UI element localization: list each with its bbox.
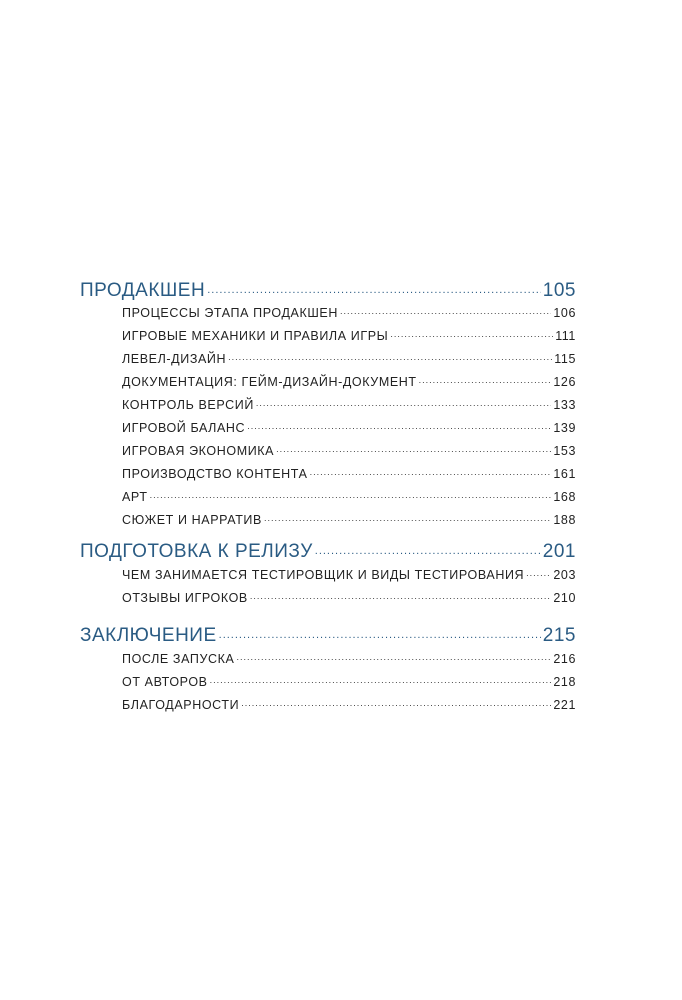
toc-item[interactable] bbox=[122, 566, 576, 582]
item-page-number: 106 bbox=[553, 305, 576, 320]
item-page-number: 188 bbox=[553, 512, 576, 527]
item-title: ДОКУМЕНТАЦИЯ: ГЕЙМ-ДИЗАЙН-ДОКУМЕНТ bbox=[122, 374, 417, 389]
item-title: ПОСЛЕ ЗАПУСКА bbox=[122, 651, 235, 666]
item-page-number: 139 bbox=[553, 420, 576, 435]
item-page-number: 115 bbox=[554, 351, 576, 366]
item-page-number: 218 bbox=[553, 674, 576, 689]
item-page-number: 126 bbox=[553, 374, 576, 389]
toc-item[interactable] bbox=[122, 419, 576, 435]
item-title: ИГРОВАЯ ЭКОНОМИКА bbox=[122, 443, 275, 458]
dot-leader bbox=[264, 511, 551, 524]
item-title: ИГРОВОЙ БАЛАНС bbox=[122, 420, 246, 435]
toc-item[interactable] bbox=[122, 673, 576, 689]
dot-leader bbox=[390, 327, 553, 340]
item-page-number: 221 bbox=[553, 697, 576, 712]
item-page-number: 168 bbox=[553, 489, 576, 504]
dot-leader bbox=[310, 465, 552, 478]
dot-leader bbox=[219, 622, 541, 641]
dot-leader bbox=[250, 589, 551, 602]
toc-item[interactable] bbox=[122, 488, 576, 504]
item-title: ПРОЦЕССЫ ЭТАПА ПРОДАКШЕН bbox=[122, 305, 338, 320]
item-page-number: 203 bbox=[553, 567, 576, 582]
toc-item[interactable] bbox=[122, 327, 576, 343]
item-page-number: 111 bbox=[555, 328, 576, 343]
item-title: СЮЖЕТ И НАРРАТИВ bbox=[122, 512, 262, 527]
toc-chapter[interactable] bbox=[80, 622, 576, 647]
item-page-number: 133 bbox=[553, 397, 576, 412]
dot-leader bbox=[276, 442, 551, 455]
chapter-title: ЗАКЛЮЧЕНИЕ bbox=[80, 625, 217, 646]
dot-leader bbox=[247, 419, 551, 432]
toc-chapter[interactable] bbox=[80, 538, 576, 563]
toc-item[interactable] bbox=[122, 304, 576, 320]
dot-leader bbox=[228, 350, 552, 363]
item-title: ПРОИЗВОДСТВО КОНТЕНТА bbox=[122, 466, 308, 481]
item-title: ЛЕВЕЛ-ДИЗАЙН bbox=[122, 351, 227, 366]
chapter-title: ПОДГОТОВКА К РЕЛИЗУ bbox=[80, 541, 313, 562]
chapter-page-number: 201 bbox=[542, 541, 576, 562]
toc-item[interactable] bbox=[122, 589, 576, 605]
dot-leader bbox=[150, 488, 552, 501]
dot-leader bbox=[256, 396, 551, 409]
dot-leader bbox=[315, 538, 541, 557]
dot-leader bbox=[236, 650, 551, 663]
dot-leader bbox=[419, 373, 552, 386]
toc-item[interactable] bbox=[122, 650, 576, 666]
dot-leader bbox=[241, 696, 551, 709]
dot-leader bbox=[526, 566, 551, 579]
item-title: ЧЕМ ЗАНИМАЕТСЯ ТЕСТИРОВЩИК И ВИДЫ ТЕСТИРОВАНИЯ bbox=[122, 567, 525, 582]
toc-item[interactable] bbox=[122, 511, 576, 527]
toc-chapter[interactable] bbox=[80, 277, 576, 302]
toc-item[interactable] bbox=[122, 442, 576, 458]
toc-item[interactable] bbox=[122, 465, 576, 481]
toc-item[interactable] bbox=[122, 396, 576, 412]
chapter-title: ПРОДАКШЕН bbox=[80, 280, 206, 301]
chapter-page-number: 105 bbox=[542, 280, 576, 301]
dot-leader bbox=[210, 673, 552, 686]
item-page-number: 210 bbox=[553, 590, 576, 605]
item-title: БЛАГОДАРНОСТИ bbox=[122, 697, 240, 712]
item-page-number: 153 bbox=[553, 443, 576, 458]
toc-item[interactable] bbox=[122, 350, 576, 366]
item-title: АРТ bbox=[122, 489, 148, 504]
toc-item[interactable] bbox=[122, 373, 576, 389]
item-title: ОТ АВТОРОВ bbox=[122, 674, 208, 689]
dot-leader bbox=[340, 304, 551, 317]
item-title: КОНТРОЛЬ ВЕРСИЙ bbox=[122, 397, 254, 412]
item-title: ОТЗЫВЫ ИГРОКОВ bbox=[122, 590, 248, 605]
item-page-number: 161 bbox=[553, 466, 576, 481]
item-page-number: 216 bbox=[553, 651, 576, 666]
dot-leader bbox=[207, 277, 541, 296]
item-title: ИГРОВЫЕ МЕХАНИКИ И ПРАВИЛА ИГРЫ bbox=[122, 328, 389, 343]
toc-item[interactable] bbox=[122, 696, 576, 712]
chapter-page-number: 215 bbox=[542, 625, 576, 646]
